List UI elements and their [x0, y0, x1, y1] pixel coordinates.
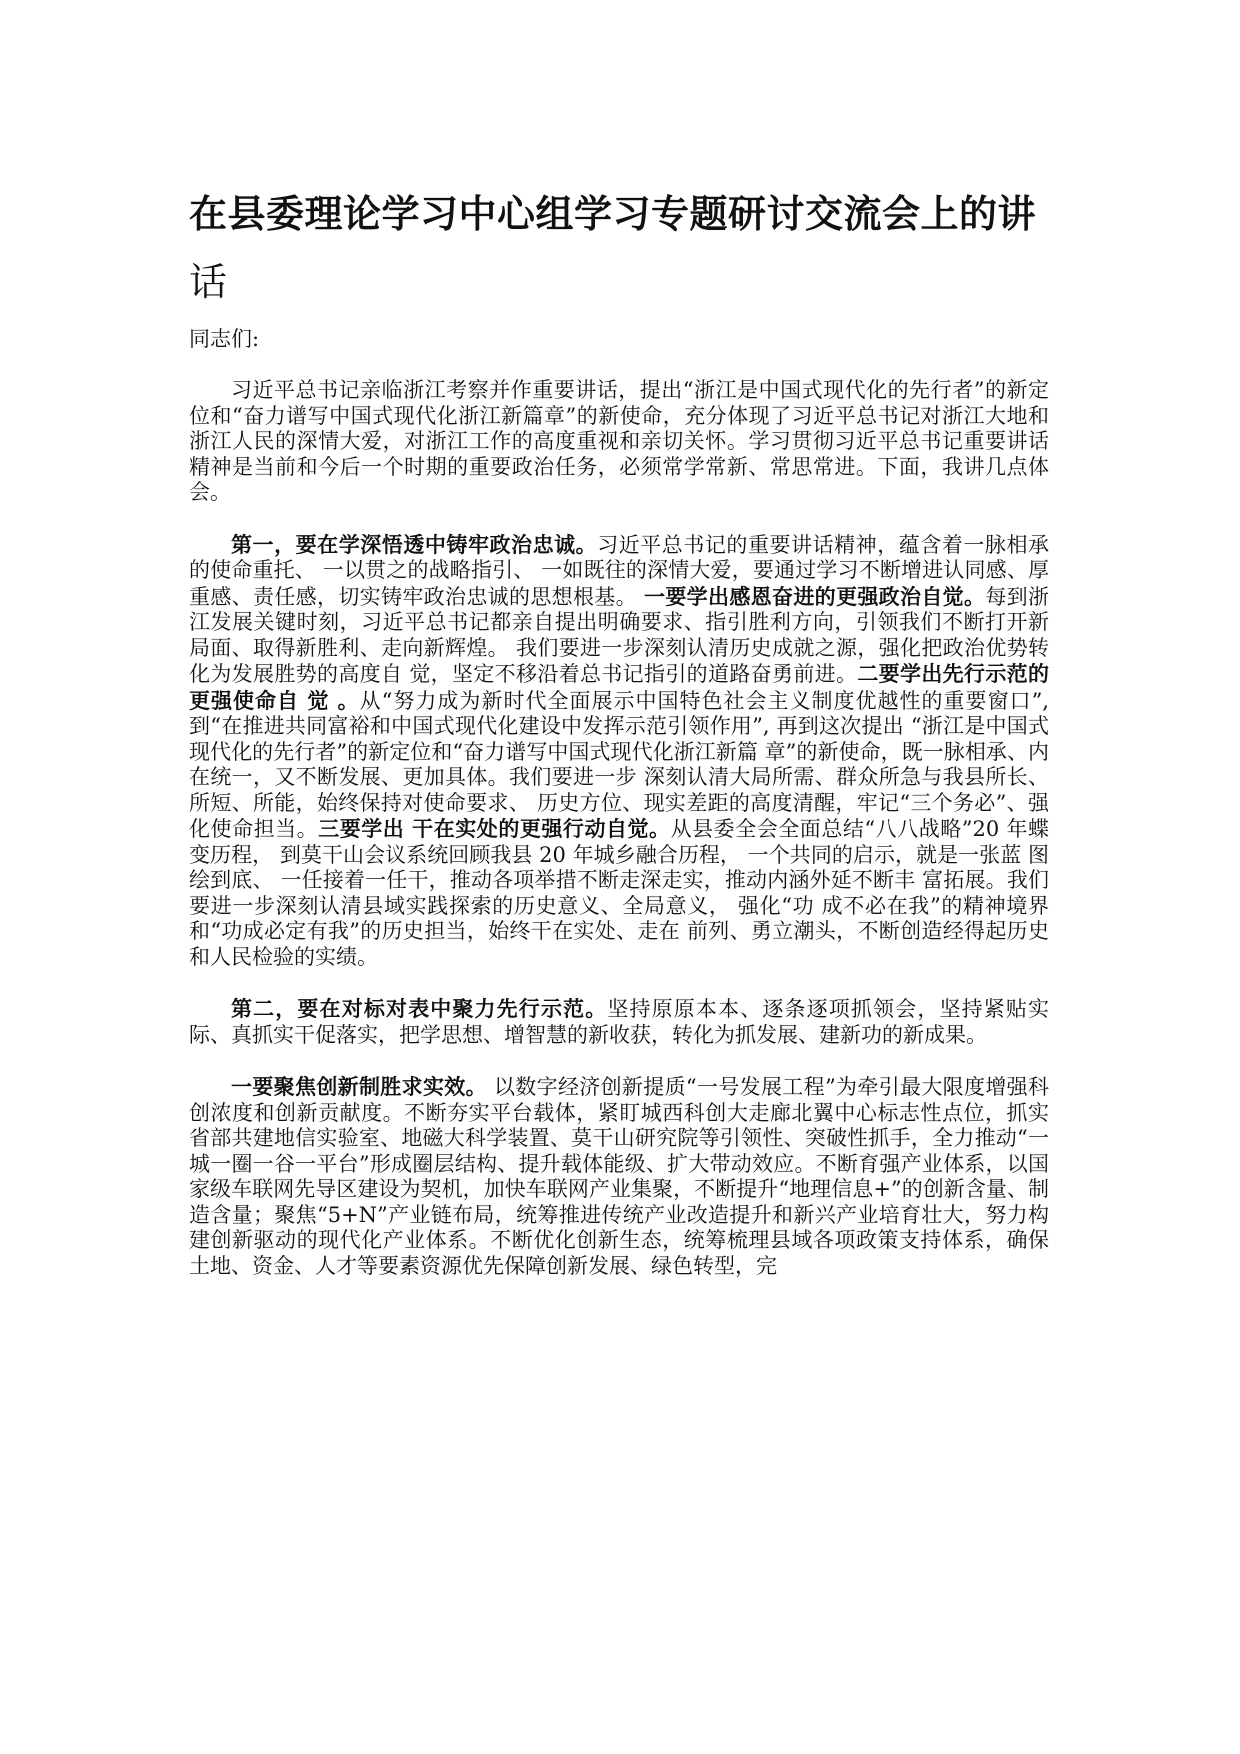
salutation: 同志们:	[189, 327, 260, 351]
paragraph-section-two	[189, 996, 1049, 1048]
section-one-point-3: 三要学出 干在实处的更强行动自觉。	[318, 816, 671, 841]
section-one-text-4: 从县委全会全面总结“八八战略”20 年蝶变历程， 到莫干山会议系统回顾我县 20 年城乡融合历程， 一个共同的启示，就是一张蓝 图绘到底、 一任接着一任干，推动各项举措不断走深走实，推动内涵外延不断丰 富拓展。我们要进一步深刻认清县域实践探索的历史意义、全局意义， 强化“功 成不必在我”的精神境界和“功成必定有我”的历史担当，始终干在实处、走在 前列、勇立潮头，不断创造经得起历史和人民检验的实绩。	[189, 817, 1049, 969]
paragraph-intro: 习近平总书记亲临浙江考察并作重要讲话，提出“浙江是中国式现代化的先行者”的新定位和“奋力谱写中国式现代化浙江新篇章”的新使命，充分体现了习近平总书记对浙江大地和浙江人民的深情大爱，对浙江工作的高度重视和亲切关怀。学习贯彻习近平总书记重要讲话精神是当前和今后一个时期的重要政治任务，必须常学常新、常思常进。下面，我讲几点体会。	[189, 378, 1049, 504]
section-one-text-3: 从“努力成为新时代全面展示中国特色社会主义制度优越性的重要窗口”, 到“在推进共同富裕和中国式现代化建设中发挥示范引领作用”, 再到这次提出 “浙江是中国式现代化的先行者”的新定位和“奋力谱写中国式现代化浙江新篇 章”的新使命，既一脉相承、内在统一，又不断发展、更加具体。我们要进一步 深刻认清大局所需、群众所急与我县所长、所短、所能，始终保持对使命要求、 历史方位、现实差距的高度清醒，牢记“三个务必”、强化使命担当。	[189, 688, 1049, 841]
section-one-point-2: 二要学出先行示范的更强使命自 觉 。	[189, 661, 1049, 713]
title-tail: 话	[189, 260, 228, 304]
innovation-text: 以数字经济创新提质“一号发展工程”为牵引最大限度增强科创浓度和创新贡献度。不断夯实平台载体，紧盯城西科创大走廊北翼中心标志性点位，抓实省部共建地信实验室、地磁大科学装置、莫干山研究院等引领性、突破性抓手，全力推动“一城一圈一谷一平台”形成圈层结构、提升载体能级、扩大带动效应。不断育强产业体系，以国家级车联网先导区建设为契机，加快车联网产业集聚，不断提升“地理信息+”的创新含量、制造含量；聚焦“5+N”产业链布局，统筹推进传统产业改造提升和新兴产业培育壮大，努力构建创新驱动的现代化产业体系。不断优化创新生态，统筹梳理县域各项政策支持体系，确保土地、资金、人才等要素资源优先保障创新发展、绿色转型，完	[189, 1075, 1049, 1278]
section-two-heading: 第二，要在对标对表中聚力先行示范。	[231, 996, 608, 1021]
section-one-point-1: 一要学出感恩奋进的更强政治自觉。	[644, 583, 986, 609]
section-two-text: 坚持原原本本、逐条逐项抓领会，坚持紧贴实际、真抓实干促落实，把学思想、增智慧的新收获，转化为抓发展、建新功的新成果。	[189, 997, 1050, 1047]
title-main: 在县委理论学习中心组学习专题研讨交流会上的讲	[189, 192, 1037, 236]
section-one-text-2: 每到浙江发展关键时刻，习近平总书记都亲自提出明确要求、指引胜利方向，引领我们不断打开新局面、取得新胜利、走向新辉煌。 我们要进一步深刻认清历史成就之源，强化把政治优势转化为发展胜势的高度自 觉，坚定不移沿着总书记指引的道路奋勇前进。	[189, 584, 1049, 686]
innovation-heading: 一要聚焦创新制胜求实效。	[231, 1074, 487, 1099]
document-title	[189, 180, 1049, 316]
paragraph-innovation	[189, 1074, 1049, 1279]
section-one-heading: 第一，要在学深悟透中铸牢政治忠诚。	[231, 531, 598, 557]
document-page	[189, 180, 1049, 1305]
paragraph-section-one	[189, 532, 1049, 971]
section-one-text-1: 习近平总书记的重要讲话精神，蕴含着一脉相承的使命重托、 一以贯之的战略指引、 一如既往的深情大爱，要通过学习不断增进认同感、厚重感、责任感，切实铸牢政治忠诚的思想根基。	[189, 532, 1049, 609]
